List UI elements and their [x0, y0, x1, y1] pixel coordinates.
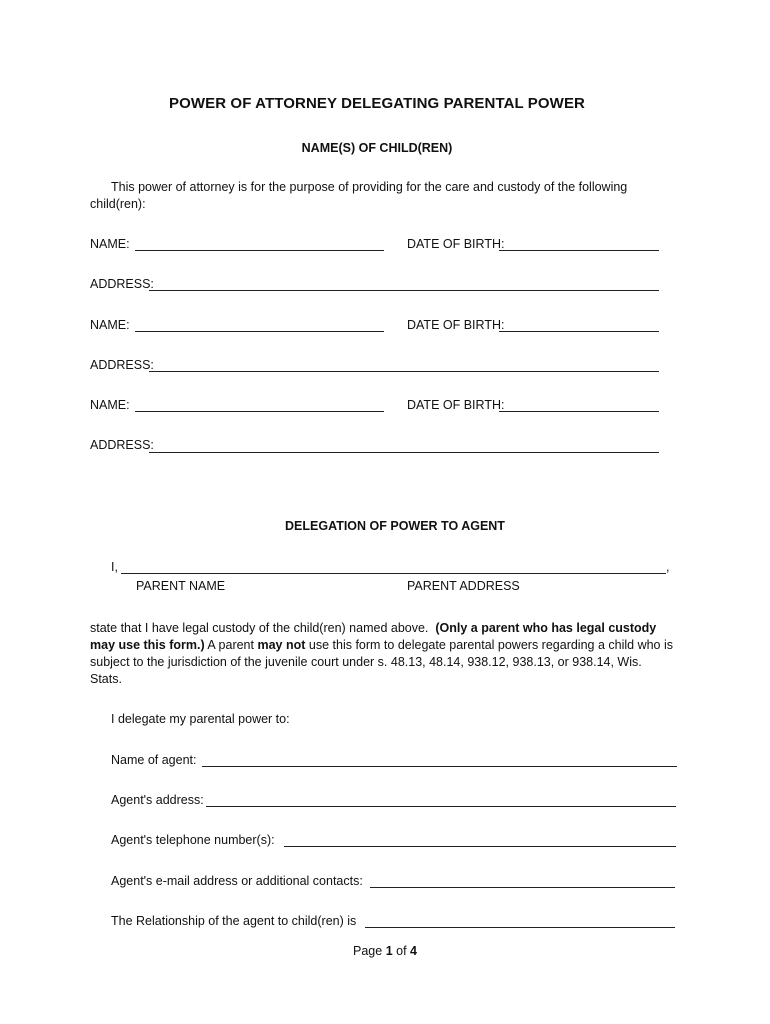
- agent-email-label: Agent's e-mail address or additional contacts:: [111, 874, 363, 888]
- child3-dob-field[interactable]: [499, 411, 659, 412]
- custody-text-f: use this form to delegate parental powers regarding a child who is: [308, 638, 673, 652]
- custody-text-g: subject to the jurisdiction of the juvenile court under s. 48.13, 48.14, 938.12, 938.13, or 938.14, Wis.: [90, 655, 642, 669]
- parent-address-caption: PARENT ADDRESS: [407, 579, 520, 593]
- custody-text-d: A parent: [207, 638, 254, 652]
- child1-name-field[interactable]: [135, 250, 384, 251]
- delegate-text: I delegate my parental power to:: [111, 712, 290, 726]
- child1-dob-field[interactable]: [499, 250, 659, 251]
- child1-address-field[interactable]: [149, 290, 659, 291]
- agent-email-field[interactable]: [370, 887, 675, 888]
- custody-text-c: may use this form.): [90, 638, 205, 652]
- page-total: 4: [410, 944, 417, 958]
- child2-name-field[interactable]: [135, 331, 384, 332]
- child1-dob-label: DATE OF BIRTH:: [407, 237, 505, 251]
- custody-text-b: (Only a parent who has legal custody: [435, 621, 657, 635]
- parent-line-comma: ,: [666, 560, 670, 574]
- custody-paragraph: [90, 620, 710, 688]
- page-number: [0, 944, 770, 958]
- child2-name-label: NAME:: [90, 318, 130, 332]
- agent-phone-label: Agent's telephone number(s):: [111, 833, 275, 847]
- parent-name-caption: PARENT NAME: [136, 579, 226, 593]
- child3-name-label: NAME:: [90, 398, 130, 412]
- child3-address-field[interactable]: [149, 452, 659, 453]
- agent-name-label: Name of agent:: [111, 753, 197, 767]
- parent-name-address-field[interactable]: [121, 573, 666, 574]
- child2-address-label: ADDRESS:: [90, 358, 154, 372]
- child2-dob-field[interactable]: [499, 331, 659, 332]
- i-label: I,: [111, 560, 118, 574]
- child1-name-label: NAME:: [90, 237, 130, 251]
- delegation-heading: DELEGATION OF POWER TO AGENT: [285, 519, 505, 533]
- child3-dob-label: DATE OF BIRTH:: [407, 398, 505, 412]
- document-title: POWER OF ATTORNEY DELEGATING PARENTAL POWER: [169, 95, 585, 112]
- custody-text-h: Stats.: [90, 672, 122, 686]
- custody-text-e: may not: [257, 638, 306, 652]
- child2-dob-label: DATE OF BIRTH:: [407, 318, 505, 332]
- child1-address-label: ADDRESS:: [90, 277, 154, 291]
- child3-address-label: ADDRESS:: [90, 438, 154, 452]
- child2-address-field[interactable]: [149, 371, 659, 372]
- agent-address-label: Agent's address:: [111, 793, 204, 807]
- page-word: Page: [353, 944, 383, 958]
- children-heading: NAME(S) OF CHILD(REN): [301, 141, 453, 155]
- intro-text-line1: This power of attorney is for the purpose of providing for the care and custody of the following: [111, 180, 628, 194]
- relationship-label: The Relationship of the agent to child(ren) is: [111, 914, 357, 928]
- custody-text-a: state that I have legal custody of the child(ren) named above.: [90, 621, 429, 635]
- agent-name-field[interactable]: [202, 766, 677, 767]
- of-word: of: [396, 944, 407, 958]
- intro-text-line2: child(ren):: [90, 197, 146, 211]
- child3-name-field[interactable]: [135, 411, 384, 412]
- page-current: 1: [385, 944, 393, 958]
- agent-phone-field[interactable]: [284, 846, 676, 847]
- relationship-field[interactable]: [365, 927, 675, 928]
- agent-address-field[interactable]: [206, 806, 676, 807]
